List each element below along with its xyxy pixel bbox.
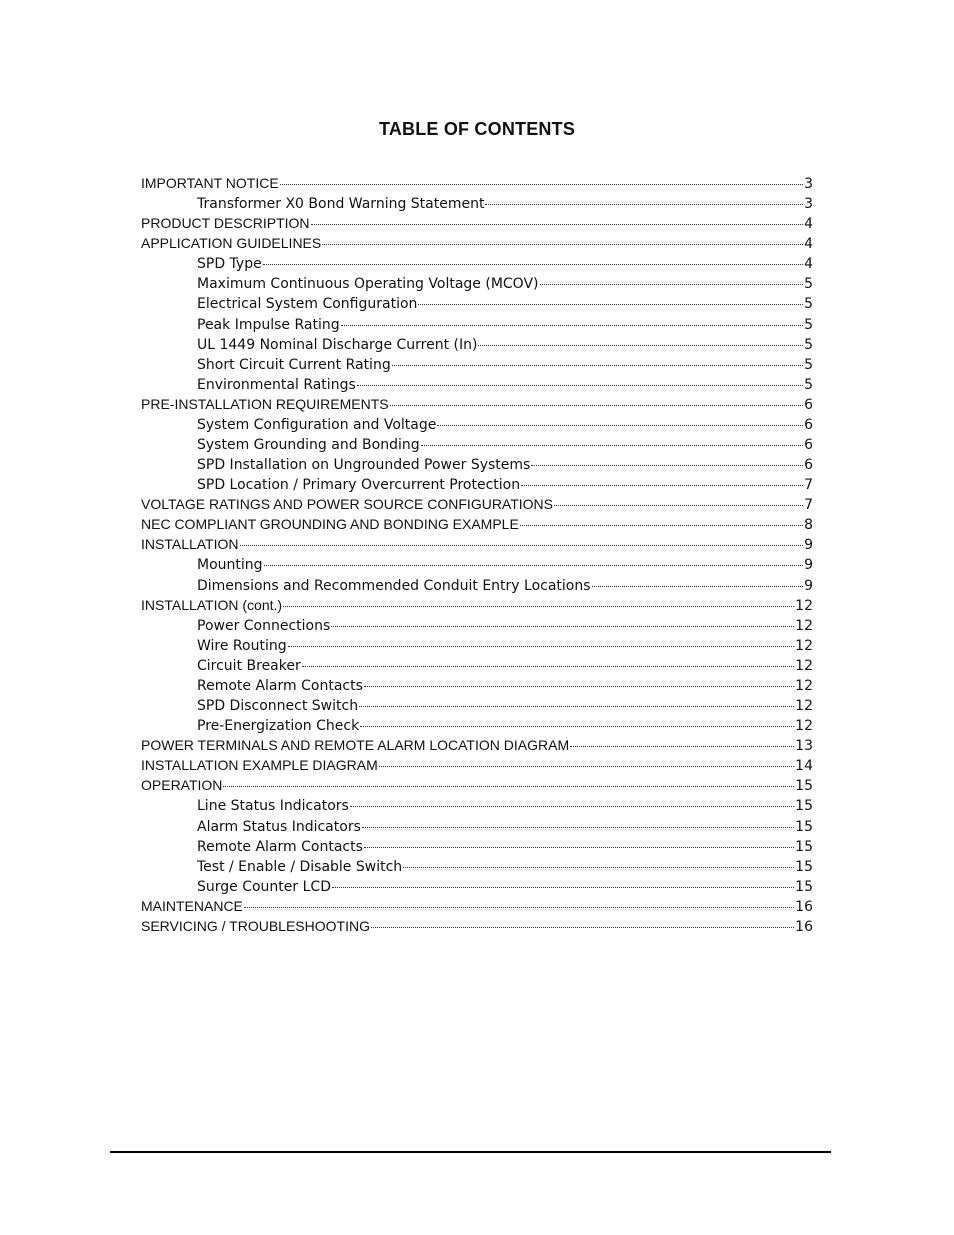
toc-page-number: 9 <box>804 537 813 554</box>
toc-dot-leader <box>478 331 803 346</box>
toc-page-number: 6 <box>804 416 813 433</box>
toc-page-number: 12 <box>795 657 813 674</box>
toc-entry-label: SPD Location / Primary Overcurrent Protection <box>197 477 521 494</box>
toc-page-number: 15 <box>795 878 813 895</box>
toc-page-number: 15 <box>795 778 813 795</box>
toc-page-number: 15 <box>795 838 813 855</box>
toc-entry-label: Alarm Status Indicators <box>197 818 361 835</box>
toc-page-number: 6 <box>804 396 813 413</box>
toc-page-number: 4 <box>804 216 813 233</box>
toc-dot-leader <box>364 672 794 687</box>
toc-dot-leader <box>283 592 794 607</box>
toc-dot-leader <box>540 270 804 285</box>
toc-entry-label: INSTALLATION <box>141 536 239 553</box>
toc-entry-label: Environmental Ratings <box>197 376 356 393</box>
toc-dot-leader <box>437 411 803 426</box>
toc-entry-label: Test / Enable / Disable Switch <box>197 858 403 875</box>
toc-page-number: 15 <box>795 858 813 875</box>
toc-page-number: 12 <box>795 637 813 654</box>
toc-dot-leader <box>390 391 803 406</box>
toc-page-number: 4 <box>804 236 813 253</box>
toc-dot-leader <box>263 250 803 265</box>
toc-entry-label: INSTALLATION (cont.) <box>141 596 283 613</box>
toc-dot-leader <box>350 792 794 807</box>
toc-entry-label: Line Status Indicators <box>197 798 349 815</box>
toc-dot-leader <box>322 230 803 245</box>
toc-entry-label: Power Connections <box>197 617 331 634</box>
toc-entry-label: Dimensions and Recommended Conduit Entry Locations <box>197 577 591 594</box>
toc-entry-label: APPLICATION GUIDELINES <box>141 235 322 252</box>
toc-entry-label: OPERATION <box>141 777 223 794</box>
toc-entry-label: Peak Impulse Rating <box>197 316 340 333</box>
toc-dot-leader <box>280 170 803 185</box>
toc-entry-label: PRE-INSTALLATION REQUIREMENTS <box>141 395 389 412</box>
toc-entry-label: UL 1449 Nominal Discharge Current (In) <box>197 336 478 353</box>
toc-entry-label: Circuit Breaker <box>197 657 301 674</box>
toc-page-number: 5 <box>804 296 813 313</box>
toc-entry-label: Short Circuit Current Rating <box>197 356 391 373</box>
toc-entry-label: VOLTAGE RATINGS AND POWER SOURCE CONFIGURATIONS <box>141 496 554 513</box>
table-of-contents <box>141 173 813 936</box>
toc-entry-label: Maximum Continuous Operating Voltage (MCOV) <box>197 276 539 293</box>
toc-page-number: 5 <box>804 336 813 353</box>
toc-entry-label: SERVICING / TROUBLESHOOTING <box>141 917 370 934</box>
toc-dot-leader <box>264 551 804 566</box>
toc-entry-label: SPD Installation on Ungrounded Power Systems <box>197 457 531 474</box>
toc-dot-leader <box>332 873 794 888</box>
toc-dot-leader <box>421 431 803 446</box>
toc-dot-leader <box>521 471 803 486</box>
toc-entry-label: Transformer X0 Bond Warning Statement <box>197 196 485 213</box>
toc-dot-leader <box>288 632 795 647</box>
toc-page-number: 12 <box>795 617 813 634</box>
toc-page-number: 12 <box>795 718 813 735</box>
toc-page-number: 4 <box>804 256 813 273</box>
toc-dot-leader <box>341 311 803 326</box>
toc-entry-label: Mounting <box>197 557 263 574</box>
footer-divider <box>110 1151 831 1153</box>
toc-dot-leader <box>379 752 794 767</box>
toc-dot-leader <box>357 371 803 386</box>
toc-dot-leader <box>570 732 794 747</box>
toc-dot-leader <box>392 351 803 366</box>
toc-entry-label: Remote Alarm Contacts <box>197 677 363 694</box>
toc-page-number: 12 <box>795 677 813 694</box>
toc-dot-leader <box>403 853 794 868</box>
toc-page-number: 15 <box>795 798 813 815</box>
toc-entry-label: System Configuration and Voltage <box>197 416 437 433</box>
toc-dot-leader <box>311 210 804 225</box>
toc-entry-label: NEC COMPLIANT GROUNDING AND BONDING EXAMPLE <box>141 516 519 533</box>
toc-dot-leader <box>485 190 803 205</box>
toc-page-number: 3 <box>804 196 813 213</box>
toc-dot-leader <box>520 511 803 526</box>
toc-dot-leader <box>371 913 794 928</box>
toc-page-number: 5 <box>804 356 813 373</box>
toc-page-number: 16 <box>795 898 813 915</box>
toc-page-number: 9 <box>804 577 813 594</box>
toc-entry-label: MAINTENANCE <box>141 897 243 914</box>
toc-dot-leader <box>302 652 794 667</box>
toc-entry-label: Electrical System Configuration <box>197 296 418 313</box>
toc-dot-leader <box>359 692 794 707</box>
toc-page-number: 12 <box>795 698 813 715</box>
toc-dot-leader <box>364 833 794 848</box>
toc-entry-label: SPD Disconnect Switch <box>197 698 359 715</box>
toc-page-number: 5 <box>804 316 813 333</box>
toc-page-number: 14 <box>795 758 813 775</box>
toc-page-number: 12 <box>795 597 813 614</box>
toc-page-number: 15 <box>795 818 813 835</box>
toc-dot-leader <box>531 451 803 466</box>
toc-entry-label: SPD Type <box>197 256 262 273</box>
toc-entry-label: Surge Counter LCD <box>197 878 331 895</box>
toc-page-number: 6 <box>804 457 813 474</box>
toc-page-number: 5 <box>804 276 813 293</box>
toc-dot-leader <box>362 813 794 828</box>
toc-entry-label: System Grounding and Bonding <box>197 437 420 454</box>
toc-page-number: 9 <box>804 557 813 574</box>
toc-page-number: 7 <box>804 477 813 494</box>
toc-dot-leader <box>418 290 803 305</box>
toc-dot-leader <box>244 893 794 908</box>
toc-entry-label: IMPORTANT NOTICE <box>141 175 279 191</box>
toc-page-number: 3 <box>804 176 813 192</box>
toc-page-number: 16 <box>795 918 813 935</box>
toc-dot-leader <box>331 612 794 627</box>
toc-section-entry[interactable] <box>141 916 813 936</box>
toc-page-number: 8 <box>804 517 813 534</box>
toc-entry-label: POWER TERMINALS AND REMOTE ALARM LOCATION DIAGRAM <box>141 737 570 754</box>
toc-dot-leader <box>592 572 804 587</box>
toc-dot-leader <box>240 531 804 546</box>
toc-dot-leader <box>223 772 794 787</box>
page-title: TABLE OF CONTENTS <box>378 119 576 139</box>
toc-entry-label: Remote Alarm Contacts <box>197 838 363 855</box>
toc-page-number: 6 <box>804 437 813 454</box>
toc-dot-leader <box>360 712 794 727</box>
toc-entry-label: PRODUCT DESCRIPTION <box>141 215 310 232</box>
toc-page-number: 13 <box>795 738 813 755</box>
toc-page-number: 5 <box>804 376 813 393</box>
toc-entry-label: INSTALLATION EXAMPLE DIAGRAM <box>141 757 378 774</box>
toc-page-number: 7 <box>804 497 813 514</box>
toc-dot-leader <box>554 491 803 506</box>
toc-entry-label: Wire Routing <box>197 637 287 654</box>
toc-entry-label: Pre-Energization Check <box>197 718 360 735</box>
